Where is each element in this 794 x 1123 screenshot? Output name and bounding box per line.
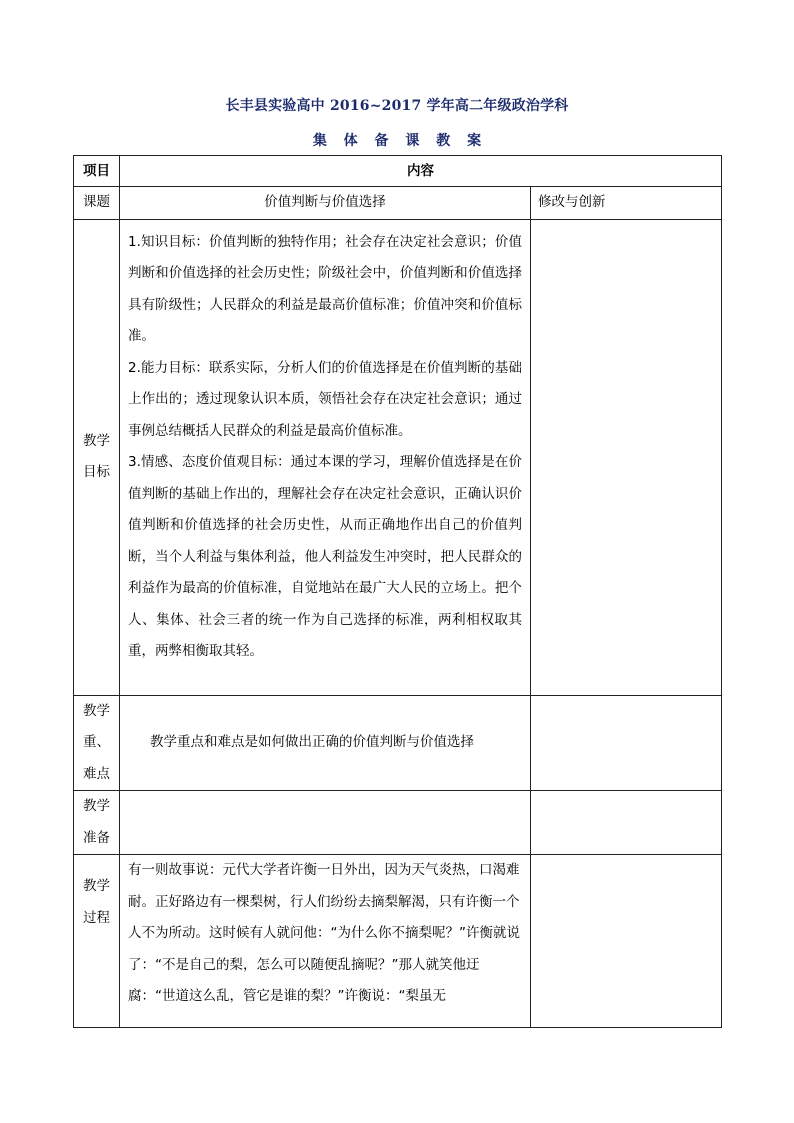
topic-row [74, 187, 722, 220]
preparation-revision-cell [531, 791, 722, 855]
preparation-label-line2: 准备 [83, 829, 110, 846]
content-column-header: 内容 [120, 156, 722, 187]
objective-knowledge: 1.知识目标：价值判断的独特作用；社会存在决定社会意识；价值判断和价值选择的社会历史性；阶级社会中，价值判断和价值选择具有阶级性；人民群众的利益是最高价值标准；价值冲突和价值标准。 [128, 233, 522, 344]
preparation-label [74, 791, 120, 855]
process-row [74, 855, 722, 1028]
objectives-label-line1: 教学 [83, 432, 110, 449]
preparation-row [74, 791, 722, 855]
keypoints-label [74, 695, 120, 791]
topic-value: 价值判断与价值选择 [120, 187, 531, 220]
objectives-revision-cell [531, 219, 722, 695]
objective-attitude: 3.情感、态度价值观目标：通过本课的学习，理解价值选择是在价值判断的基础上作出的，理解社会存在决定社会意识，正确认识价值判断和价值选择的社会历史性，从而正确地作出自己的价值判断，当个人利益与集体利益，他人利益发生冲突时，把人民群众的利益作为最高的价值标准，自觉地站在最广大人民的立场上。把个人、集体、社会三者的统一作为自己选择的标准，两利相权取其重，两弊相衡取其轻。 [128, 454, 522, 659]
process-revision-cell [531, 855, 722, 1028]
document-subtitle: 集 体 备 课 教 案 [312, 133, 482, 149]
objectives-row [74, 219, 722, 695]
keypoints-row [74, 695, 722, 791]
keypoints-label-line2: 重、 [83, 734, 110, 750]
preparation-label-line1: 教学 [83, 798, 110, 814]
keypoints-revision-cell [531, 695, 722, 791]
objective-ability: 2.能力目标：联系实际，分析人们的价值选择是在价值判断的基础上作出的；透过现象认识本质，领悟社会存在决定社会意识；通过事例总结概括人民群众的利益是最高价值标准。 [128, 359, 522, 439]
process-label-line1: 教学 [83, 878, 110, 894]
document-title: 长丰县实验高中 2016~2017 学年高二年级政治学科 [225, 98, 569, 114]
table-header-row [74, 156, 722, 187]
keypoints-content: 教学重点和难点是如何做出正确的价值判断与价值选择 [120, 695, 531, 791]
preparation-content [120, 791, 531, 855]
revision-label: 修改与创新 [531, 187, 722, 220]
keypoints-label-line1: 教学 [83, 702, 110, 719]
topic-label: 课题 [74, 187, 120, 220]
objectives-content [120, 219, 531, 695]
objectives-label [74, 219, 120, 695]
item-column-header: 项目 [74, 156, 120, 187]
process-content: 有一则故事说：元代大学者许衡一日外出，因为天气炎热，口渴难耐。正好路边有一棵梨树，行人们纷纷去摘梨解渴，只有许衡一个人不为所动。这时候有人就问他：“为什么你不摘梨呢？”许衡就说了：“不是自己的梨，怎么可以随便乱摘呢？”那人就笑他迂腐：“世道这么乱，管它是谁的梨？”许衡说：“梨虽无 [120, 855, 531, 1028]
process-label [74, 855, 120, 1028]
keypoints-label-line3: 难点 [83, 765, 110, 782]
process-label-line2: 过程 [83, 909, 110, 926]
lesson-plan-table [73, 155, 722, 1028]
objectives-label-line2: 目标 [83, 464, 110, 480]
